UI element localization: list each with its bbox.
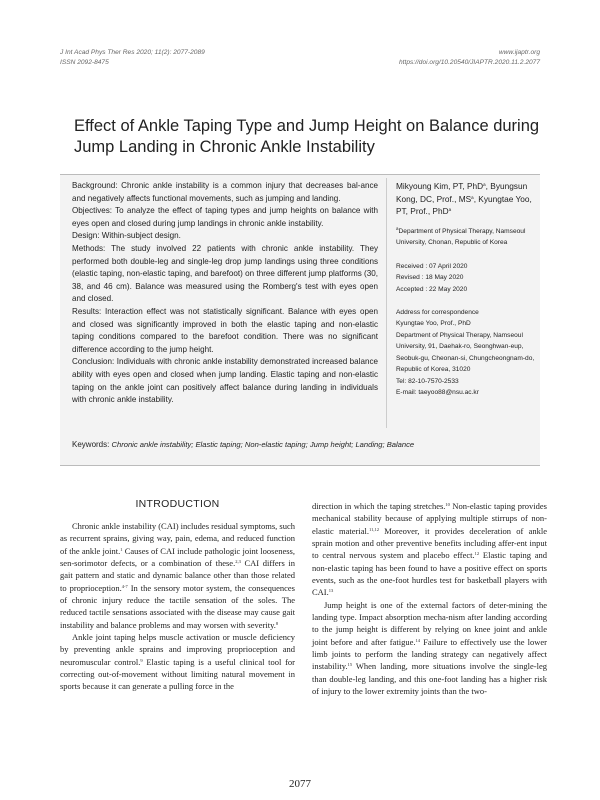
correspondence-tel: Tel: 82-10-7570-2533 (396, 377, 459, 385)
abstract-conclusion: Conclusion: Individuals with chronic ankle instability demonstrated increased balance ability with eyes open and closed when jump landing. Elastic taping and non-elastic taping on the ankle joint can positively affect balance during landing in individuals with chronic ankle instability. (72, 357, 378, 405)
keywords-text: Chronic ankle instability; Elastic taping; Non-elastic taping; Jump height; Landing; Balance (111, 440, 415, 449)
intro-paragraph: Jump height is one of the external factors of deter-mining the landing type. Impact absorption mecha-nism after landing according to the jump height is different by relying on knee joint and ankle joint before and after fatigue.$^{14}$ Failure to effectively use the lower limb joints to perform the landing strategy can negatively affect instability.$^{15}$ When landing, more situations involve the single-leg than double-leg landing, and this one-foot landing has a higher risk of injury to the lower extremity joints than the two- (312, 599, 547, 697)
keywords (72, 439, 532, 451)
article-title: Effect of Ankle Taping Type and Jump Height on Balance during Jump Landing in Chronic Ankle Instability (74, 117, 540, 156)
intro-paragraph: Ankle joint taping helps muscle activation or muscle deficiency by preventing ankle sprains and improving proprioception and neuromuscular control.$^9$ Elastic taping is a useful clinical tool for correcting out-of-movement without limiting natural movement in sports because it can generate a pulling force in the (60, 632, 295, 692)
keywords-label: Keywords: (72, 440, 110, 449)
correspondence-address: Department of Physical Therapy, Namseoul University, 91, Daehak-ro, Seonghwan-eup, Seobuk-gu, Cheonan-si, Chungcheongnam-do, Republic of Korea, 31020 (396, 331, 535, 374)
author-affiliation: $^a$Department of Physical Therapy, Namseoul University, Chonan, Republic of Korea (396, 225, 526, 247)
abstract-background: Background: Chronic ankle instability is a common injury that decreases bal-ance and negatively affects functional movements, such as jumping and landing. (72, 181, 378, 203)
journal-issn: ISSN 2092-8475 (60, 59, 109, 66)
intro-paragraph: Chronic ankle instability (CAI) includes residual symptoms, such as recurrent sprains, giving way, pain, edema, and reduced function of the ankle joint.$^1$ Causes of CAI include pathologic joint looseness, sen-sorimotor defects, or a combination of these.$^{2,3}$ CAI differs in gait pattern and static and dynamic balance other than those related to proprioception.$^{4-7}$ In the sensory motor system, the consequences of chronic injury reduce the tactile sensation of the soles. The reduced tactile sensations associated with the disease may cause gait instability and balance problems and may worsen with severity.$^8$ (60, 521, 295, 630)
journal-links (399, 48, 540, 68)
abstract-objectives: Objectives: To analyze the effect of taping types and jump heights on balance with eyes open and closed during jump landings in chronic ankle instability. (72, 206, 378, 228)
author-list: Mikyoung Kim, PT, PhD$^a$, Byungsun Kong, DC, Prof., $MS^a$, Kyungtae Yoo, PT, Prof., PhD$^a$ (396, 181, 532, 217)
abstract (72, 180, 378, 407)
page-number: 2077 (289, 778, 311, 790)
article-doi[interactable]: https://doi.org/10.20540/JIAPTR.2020.11.2.2077 (398, 59, 540, 66)
journal-website[interactable]: www.ijaptr.org (498, 49, 540, 56)
correspondence-label: Address for correspondence (396, 309, 479, 317)
abstract-design: Design: Within-subject design. (72, 231, 181, 241)
body-column-right (312, 500, 547, 698)
correspondence-name: Kyungtae Yoo, Prof., PhD (396, 320, 471, 328)
journal-header (60, 48, 205, 68)
accepted-date: Accepted : 22 May 2020 (396, 285, 468, 293)
introduction-heading: INTRODUCTION (135, 498, 220, 510)
correspondence-email[interactable]: E-mail: taeyoo88@nsu.ac.kr (396, 389, 479, 397)
abstract-divider (386, 178, 387, 428)
journal-citation: J Int Acad Phys Ther Res 2020; 11(2): 2077-2089 (60, 49, 205, 56)
received-date: Received : 07 April 2020 (396, 262, 468, 270)
body-column-left (60, 520, 295, 693)
intro-paragraph: direction in which the taping stretches.$^{10}$ Non-elastic taping provides mechanical stability because of applying multiple stirrups of non-elastic material.$^{11,12}$ Moreover, it provides deceleration of ankle sprain motion and other preventive benefits including affer-ent input to central nervous system and placebo effect.$^{12}$ Elastic taping and non-elastic taping has been found to have a positive effect on sports events, such as the one-foot hurdles test for basketball players with CAI.$^{13}$ (312, 501, 548, 598)
article-info (396, 180, 536, 399)
revised-date: Revised : 18 May 2020 (396, 274, 464, 282)
abstract-methods: Methods: The study involved 22 patients with chronic ankle instability. They performed both double-leg and single-leg drop jump landings using three conditions (elastic taping, non-elastic taping, and barefoot) on three different jump platforms (30, 38, and 46 cm). Balance was measured using the Romberg's test with eyes open and closed. (72, 243, 378, 304)
abstract-results: Results: Interaction effect was not statistically significant. Balance with eyes open and closed was significantly improved in both the elastic taping and non-elastic taping conditions compared to the barefoot condition. There was no significant difference according to the jump height. (72, 306, 378, 354)
